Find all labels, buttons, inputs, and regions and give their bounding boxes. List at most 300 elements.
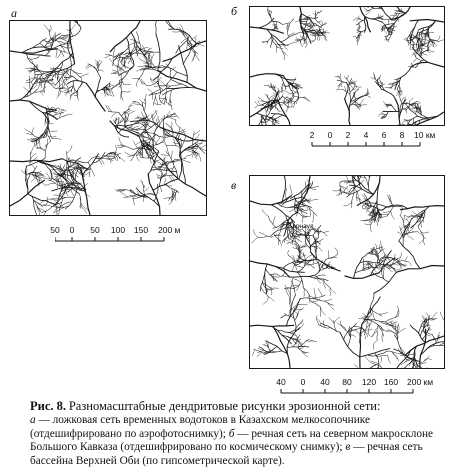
drainage-network-b bbox=[250, 7, 444, 125]
stream-segment bbox=[412, 62, 445, 67]
stream-segment bbox=[148, 116, 152, 121]
stream-segment bbox=[337, 192, 345, 196]
stream-segment bbox=[308, 206, 317, 216]
stream-segment bbox=[154, 86, 165, 87]
stream-segment bbox=[362, 297, 380, 324]
stream-segment bbox=[315, 246, 316, 252]
stream-segment bbox=[330, 288, 331, 296]
stream-segment bbox=[289, 92, 298, 94]
stream-segment bbox=[43, 113, 58, 120]
stream-segment bbox=[171, 151, 172, 159]
stream-segment bbox=[290, 275, 316, 277]
stream-segment bbox=[262, 41, 268, 42]
stream-segment bbox=[314, 289, 316, 298]
stream-segment bbox=[61, 92, 66, 94]
stream-segment bbox=[380, 356, 382, 362]
stream-segment bbox=[295, 21, 299, 23]
stream-segment bbox=[284, 55, 285, 60]
stream-segment bbox=[133, 141, 137, 147]
stream-segment bbox=[134, 195, 135, 204]
stream-segment bbox=[176, 120, 180, 127]
stream-segment bbox=[390, 195, 394, 206]
stream-segment bbox=[395, 11, 398, 14]
stream-segment bbox=[329, 318, 334, 324]
stream-segment bbox=[281, 315, 287, 318]
stream-segment bbox=[321, 301, 334, 306]
stream-segment bbox=[298, 320, 303, 326]
caption-a-text: — ложковая сеть временных водотоков в Казахском мелкосопочнике (отдешифрировано по аэрофотоснимку); bbox=[30, 414, 370, 440]
stream-segment bbox=[71, 25, 76, 30]
stream-segment bbox=[403, 226, 406, 246]
stream-segment bbox=[166, 145, 180, 146]
stream-segment bbox=[26, 68, 35, 69]
stream-segment bbox=[31, 148, 33, 155]
scale-label: 40 bbox=[320, 377, 330, 387]
stream-segment bbox=[289, 256, 296, 263]
stream-segment bbox=[53, 113, 64, 116]
stream-segment bbox=[270, 121, 273, 122]
stream-segment bbox=[45, 119, 46, 125]
stream-segment bbox=[282, 23, 290, 24]
scale-bar-b bbox=[306, 130, 436, 152]
stream-segment bbox=[360, 324, 362, 368]
stream-segment bbox=[26, 82, 32, 83]
stream-segment bbox=[301, 41, 303, 47]
stream-segment bbox=[421, 232, 429, 233]
stream-segment bbox=[34, 65, 35, 78]
stream-segment bbox=[283, 91, 288, 94]
stream-segment bbox=[267, 289, 274, 290]
stream-segment bbox=[153, 111, 157, 120]
stream-segment bbox=[265, 264, 268, 294]
stream-segment bbox=[377, 77, 379, 80]
stream-segment bbox=[391, 211, 395, 219]
stream-segment bbox=[364, 267, 369, 268]
stream-segment bbox=[320, 307, 325, 316]
stream-segment bbox=[173, 159, 186, 161]
stream-segment bbox=[288, 20, 294, 26]
stream-segment bbox=[261, 287, 269, 297]
stream-segment bbox=[139, 58, 147, 63]
stream-segment bbox=[284, 238, 286, 243]
stream-segment bbox=[96, 63, 98, 67]
caption-v-text: — речная сеть бассейна Верхней Оби (по гипсометрической карте). bbox=[30, 441, 423, 467]
stream-segment bbox=[67, 146, 72, 154]
stream-segment bbox=[356, 19, 359, 21]
stream-segment bbox=[335, 248, 338, 254]
stream-segment bbox=[317, 36, 318, 40]
stream-segment bbox=[52, 138, 61, 139]
stream-segment bbox=[416, 111, 427, 118]
stream-segment bbox=[303, 253, 305, 267]
stream-segment bbox=[51, 198, 62, 199]
stream-segment bbox=[309, 264, 315, 268]
stream-segment bbox=[369, 263, 374, 264]
stream-segment bbox=[99, 61, 102, 67]
stream-segment bbox=[313, 295, 325, 299]
stream-segment bbox=[278, 101, 290, 125]
stream-segment bbox=[363, 328, 371, 336]
stream-segment bbox=[77, 96, 79, 100]
stream-segment bbox=[368, 253, 377, 255]
stream-segment bbox=[135, 118, 143, 119]
stream-segment bbox=[317, 316, 319, 325]
stream-segment bbox=[400, 261, 409, 262]
stream-segment bbox=[364, 8, 369, 11]
stream-segment bbox=[275, 122, 279, 124]
stream-segment bbox=[122, 91, 131, 92]
stream-segment bbox=[324, 231, 329, 232]
stream-segment bbox=[287, 106, 288, 112]
stream-segment bbox=[129, 111, 135, 114]
stream-segment bbox=[300, 19, 311, 20]
stream-segment bbox=[333, 190, 341, 191]
scale-label: 100 bbox=[110, 225, 126, 235]
stream-segment bbox=[324, 299, 331, 301]
stream-segment bbox=[33, 39, 47, 48]
stream-segment bbox=[416, 53, 417, 57]
stream-segment bbox=[296, 39, 302, 40]
stream-segment bbox=[354, 258, 363, 279]
scale-label: 80 bbox=[342, 377, 352, 387]
place-label-ob: Обь bbox=[322, 264, 335, 271]
scale-label: 200 км bbox=[407, 377, 434, 387]
stream-segment bbox=[372, 328, 377, 337]
stream-segment bbox=[371, 367, 378, 368]
stream-segment bbox=[56, 49, 57, 57]
stream-segment bbox=[155, 162, 156, 167]
stream-segment bbox=[39, 140, 40, 148]
stream-segment bbox=[410, 98, 414, 101]
stream-segment bbox=[431, 313, 437, 319]
stream-segment bbox=[394, 263, 398, 265]
stream-segment bbox=[406, 234, 414, 240]
scale-label: 6 bbox=[381, 130, 387, 140]
stream-segment bbox=[356, 20, 364, 25]
stream-segment bbox=[354, 83, 357, 86]
stream-segment bbox=[110, 21, 140, 52]
stream-segment bbox=[31, 165, 35, 170]
stream-segment bbox=[388, 355, 391, 363]
scale-ruler bbox=[275, 388, 445, 396]
stream-segment bbox=[171, 80, 189, 88]
stream-segment bbox=[262, 210, 268, 217]
stream-segment bbox=[370, 226, 372, 233]
drainage-network-v bbox=[250, 176, 444, 368]
stream-segment bbox=[258, 98, 262, 101]
stream-segment bbox=[297, 272, 303, 288]
stream-segment bbox=[392, 84, 393, 89]
stream-segment bbox=[258, 101, 261, 105]
stream-segment bbox=[255, 102, 258, 105]
stream-segment bbox=[63, 78, 65, 82]
stream-segment bbox=[298, 347, 309, 353]
stream-segment bbox=[310, 188, 316, 190]
stream-segment bbox=[46, 81, 56, 88]
stream-segment bbox=[50, 25, 52, 32]
stream-segment bbox=[25, 129, 31, 133]
stream-segment bbox=[286, 43, 292, 45]
stream-segment bbox=[46, 178, 52, 179]
stream-segment bbox=[318, 21, 322, 23]
stream-segment bbox=[263, 119, 269, 120]
stream-segment bbox=[373, 340, 377, 349]
stream-segment bbox=[294, 279, 301, 282]
stream-segment bbox=[144, 188, 149, 192]
stream-segment bbox=[59, 81, 61, 93]
drainage-network-a bbox=[10, 21, 206, 215]
stream-segment bbox=[132, 130, 139, 131]
stream-segment bbox=[401, 97, 404, 101]
stream-segment bbox=[119, 137, 123, 145]
stream-segment bbox=[422, 35, 427, 37]
stream-segment bbox=[285, 239, 289, 243]
stream-segment bbox=[262, 124, 264, 125]
stream-segment bbox=[168, 84, 181, 88]
stream-segment bbox=[40, 91, 43, 95]
stream-segment bbox=[408, 262, 411, 266]
scale-label: 8 bbox=[399, 130, 405, 140]
stream-segment bbox=[285, 97, 291, 98]
caption-a-letter: а bbox=[30, 414, 36, 427]
stream-segment bbox=[429, 50, 434, 52]
stream-segment bbox=[274, 115, 283, 120]
stream-segment bbox=[59, 45, 72, 48]
stream-segment bbox=[377, 325, 378, 340]
scale-bar-a bbox=[50, 225, 215, 247]
stream-segment bbox=[365, 224, 371, 225]
stream-segment bbox=[129, 102, 136, 107]
stream-segment bbox=[377, 183, 380, 207]
stream-segment bbox=[112, 88, 114, 96]
stream-segment bbox=[48, 136, 56, 137]
stream-segment bbox=[111, 112, 116, 117]
stream-segment bbox=[410, 20, 444, 23]
stream-segment bbox=[270, 274, 280, 276]
scale-ruler bbox=[306, 141, 426, 149]
stream-segment bbox=[182, 159, 191, 162]
stream-segment bbox=[302, 217, 303, 223]
stream-segment bbox=[258, 105, 265, 107]
stream-segment bbox=[252, 350, 255, 356]
stream-segment bbox=[184, 155, 192, 159]
stream-segment bbox=[32, 196, 37, 215]
stream-segment bbox=[358, 29, 366, 36]
stream-segment bbox=[349, 83, 355, 84]
stream-segment bbox=[268, 216, 276, 227]
stream-segment bbox=[156, 174, 161, 177]
stream-segment bbox=[175, 194, 176, 201]
stream-segment bbox=[313, 213, 314, 223]
scale-label: 0 bbox=[327, 130, 333, 140]
scale-label: 0 bbox=[300, 377, 306, 387]
stream-segment bbox=[323, 320, 324, 327]
stream-segment bbox=[34, 91, 43, 92]
stream-segment bbox=[380, 75, 381, 80]
caption-v-letter: в bbox=[345, 441, 351, 454]
stream-segment bbox=[360, 7, 370, 32]
stream-segment bbox=[417, 101, 421, 103]
stream-segment bbox=[396, 268, 401, 270]
stream-segment bbox=[398, 124, 403, 125]
stream-segment bbox=[296, 37, 300, 40]
stream-segment bbox=[267, 29, 286, 45]
stream-segment bbox=[61, 72, 65, 73]
stream-segment bbox=[58, 41, 62, 48]
stream-segment bbox=[296, 284, 300, 291]
stream-segment bbox=[405, 257, 408, 262]
stream-segment bbox=[429, 32, 434, 33]
place-label-barnaul: Барнаул bbox=[288, 223, 314, 230]
scale-label: 4 bbox=[363, 130, 369, 140]
stream-segment bbox=[57, 51, 61, 58]
stream-segment bbox=[336, 89, 342, 90]
stream-segment bbox=[156, 142, 164, 145]
stream-segment bbox=[428, 319, 435, 320]
stream-segment bbox=[124, 84, 131, 85]
stream-segment bbox=[301, 21, 305, 22]
stream-segment bbox=[313, 225, 321, 236]
stream-segment bbox=[300, 246, 307, 248]
stream-segment bbox=[118, 146, 125, 148]
stream-segment bbox=[379, 312, 388, 314]
stream-segment bbox=[27, 174, 30, 189]
stream-segment bbox=[340, 74, 341, 78]
stream-segment bbox=[394, 335, 403, 354]
stream-segment bbox=[285, 285, 291, 295]
stream-segment bbox=[119, 156, 125, 162]
stream-segment bbox=[46, 173, 51, 181]
stream-segment bbox=[347, 75, 349, 79]
stream-segment bbox=[147, 81, 158, 86]
stream-segment bbox=[108, 106, 112, 112]
stream-segment bbox=[296, 313, 299, 319]
map-panel-a bbox=[9, 20, 207, 216]
stream-segment bbox=[122, 93, 124, 100]
stream-segment bbox=[298, 308, 304, 312]
stream-segment bbox=[419, 21, 436, 30]
stream-segment bbox=[344, 204, 351, 206]
stream-segment bbox=[167, 117, 176, 121]
stream-segment bbox=[250, 196, 291, 205]
stream-segment bbox=[324, 232, 328, 235]
stream-segment bbox=[44, 25, 49, 32]
stream-segment bbox=[290, 232, 291, 239]
stream-segment bbox=[268, 7, 270, 9]
stream-segment bbox=[162, 66, 188, 76]
stream-segment bbox=[282, 176, 286, 202]
stream-segment bbox=[410, 44, 411, 50]
stream-segment bbox=[381, 89, 395, 98]
stream-segment bbox=[29, 83, 31, 95]
stream-segment bbox=[328, 251, 329, 259]
stream-segment bbox=[57, 115, 66, 119]
stream-segment bbox=[46, 123, 53, 124]
stream-segment bbox=[304, 289, 305, 297]
stream-segment bbox=[384, 102, 387, 105]
scale-label: 50 bbox=[50, 225, 60, 235]
stream-segment bbox=[427, 50, 430, 53]
stream-segment bbox=[293, 264, 295, 270]
stream-segment bbox=[88, 64, 96, 69]
stream-segment bbox=[145, 94, 146, 101]
stream-segment bbox=[297, 176, 310, 213]
stream-segment bbox=[444, 320, 445, 330]
scale-label: 40 bbox=[276, 377, 286, 387]
stream-segment bbox=[402, 360, 414, 368]
stream-segment bbox=[293, 78, 296, 84]
stream-segment bbox=[330, 288, 335, 294]
stream-segment bbox=[413, 110, 416, 112]
stream-segment bbox=[392, 26, 397, 28]
stream-segment bbox=[406, 215, 411, 220]
stream-segment bbox=[400, 206, 444, 210]
stream-segment bbox=[282, 87, 283, 93]
stream-segment bbox=[86, 65, 91, 68]
stream-segment bbox=[55, 34, 56, 41]
stream-segment bbox=[305, 44, 307, 48]
stream-segment bbox=[401, 253, 402, 258]
stream-segment bbox=[366, 10, 371, 15]
stream-segment bbox=[56, 205, 58, 215]
stream-segment bbox=[270, 176, 284, 177]
stream-segment bbox=[410, 325, 425, 343]
stream-segment bbox=[273, 217, 276, 225]
stream-segment bbox=[115, 47, 129, 60]
stream-segment bbox=[39, 177, 40, 184]
stream-segment bbox=[58, 208, 60, 215]
stream-segment bbox=[383, 211, 390, 212]
stream-segment bbox=[155, 97, 157, 104]
stream-segment bbox=[440, 312, 443, 320]
stream-segment bbox=[260, 124, 266, 125]
stream-segment bbox=[367, 176, 369, 178]
stream-segment bbox=[148, 55, 149, 63]
panel-letter-a: а bbox=[11, 6, 17, 20]
stream-segment bbox=[90, 168, 94, 176]
stream-segment bbox=[300, 7, 304, 34]
stream-segment bbox=[402, 120, 405, 124]
panel-letter-v: в bbox=[231, 178, 237, 192]
stream-segment bbox=[263, 297, 268, 305]
stream-segment bbox=[252, 237, 258, 243]
scale-label: 160 bbox=[383, 377, 399, 387]
stream-segment bbox=[268, 297, 274, 301]
stream-segment bbox=[259, 232, 267, 236]
stream-segment bbox=[370, 293, 374, 315]
figure-caption bbox=[30, 400, 442, 468]
stream-segment bbox=[411, 108, 416, 109]
stream-segment bbox=[280, 47, 284, 55]
stream-segment bbox=[318, 247, 322, 251]
stream-segment bbox=[318, 289, 322, 297]
stream-segment bbox=[70, 54, 72, 74]
stream-segment bbox=[148, 89, 153, 93]
stream-segment bbox=[397, 91, 399, 96]
stream-segment bbox=[319, 23, 321, 27]
stream-segment bbox=[108, 111, 119, 112]
stream-segment bbox=[413, 58, 417, 61]
stream-segment bbox=[305, 255, 312, 261]
scale-bar-v bbox=[275, 377, 445, 399]
stream-segment bbox=[121, 145, 133, 150]
stream-segment bbox=[338, 82, 344, 87]
stream-segment bbox=[310, 200, 318, 202]
stream-segment bbox=[294, 279, 302, 288]
stream-segment bbox=[148, 174, 160, 215]
stream-segment bbox=[353, 81, 357, 82]
stream-segment bbox=[98, 70, 103, 72]
